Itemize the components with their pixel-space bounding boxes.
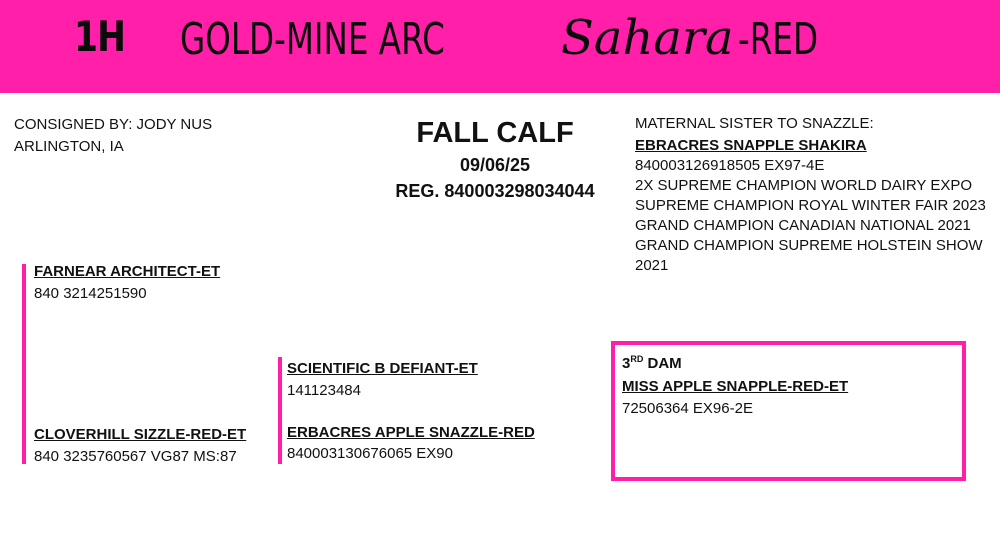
maternal-grandsire-name: SCIENTIFIC B DEFIANT-ET bbox=[287, 360, 478, 377]
animal-info bbox=[370, 114, 620, 204]
maternal-sister-heading: MATERNAL SISTER TO SNAZZLE: bbox=[635, 115, 874, 132]
sire-name: FARNEAR ARCHITECT-ET bbox=[34, 263, 221, 280]
consignor-location: ARLINGTON, IA bbox=[14, 138, 124, 155]
maternal-sister-line: 2X SUPREME CHAMPION WORLD DAIRY EXPO bbox=[635, 177, 973, 194]
third-dam-id: 72506364 EX96-2E bbox=[622, 400, 753, 417]
animal-name-script: Sahara bbox=[561, 10, 734, 66]
granddam-name: ERBACRES APPLE SNAZZLE-RED bbox=[287, 424, 535, 441]
consignor-line: CONSIGNED BY: JODY NUS bbox=[14, 116, 213, 133]
granddam-id: 840003130676065 EX90 bbox=[287, 445, 453, 462]
pedigree-bracket-left bbox=[22, 264, 26, 464]
maternal-sister-line: GRAND CHAMPION CANADIAN NATIONAL 2021 bbox=[635, 217, 971, 234]
maternal-sister-line: 840003126918505 EX97-4E bbox=[635, 157, 825, 174]
maternal-sister-name: EBRACRES SNAPPLE SHAKIRA bbox=[635, 137, 867, 154]
maternal-sister-line: GRAND CHAMPION SUPREME HOLSTEIN SHOW bbox=[635, 237, 983, 254]
animal-name-prefix: GOLD-MINE ARC bbox=[180, 14, 445, 65]
animal-class: FALL CALF bbox=[416, 117, 574, 149]
third-dam-label-suffix: DAM bbox=[643, 355, 682, 372]
dam-id: 840 3235760567 VG87 MS:87 bbox=[34, 448, 237, 465]
birth-date: 09/06/25 bbox=[459, 155, 531, 175]
maternal-grandsire-id: 141123484 bbox=[287, 382, 361, 399]
pedigree-bracket-middle bbox=[278, 357, 282, 464]
third-dam-label-ordinal: RD bbox=[630, 354, 644, 364]
third-dam-label bbox=[622, 354, 682, 374]
third-dam-name: MISS APPLE SNAPPLE-RED-ET bbox=[622, 378, 849, 395]
third-dam-label-number: 3 bbox=[622, 355, 631, 372]
maternal-sister-line: 2021 bbox=[635, 257, 669, 274]
maternal-sister-line: SUPREME CHAMPION ROYAL WINTER FAIR 2023 bbox=[635, 197, 986, 214]
header-banner bbox=[0, 0, 1000, 93]
registration-number: REG. 840003298034044 bbox=[395, 181, 595, 201]
sire-id: 840 3214251590 bbox=[34, 285, 147, 302]
lot-number: 1H bbox=[74, 12, 126, 61]
animal-name-suffix: -RED bbox=[738, 14, 819, 65]
dam-name: CLOVERHILL SIZZLE-RED-ET bbox=[34, 426, 247, 443]
